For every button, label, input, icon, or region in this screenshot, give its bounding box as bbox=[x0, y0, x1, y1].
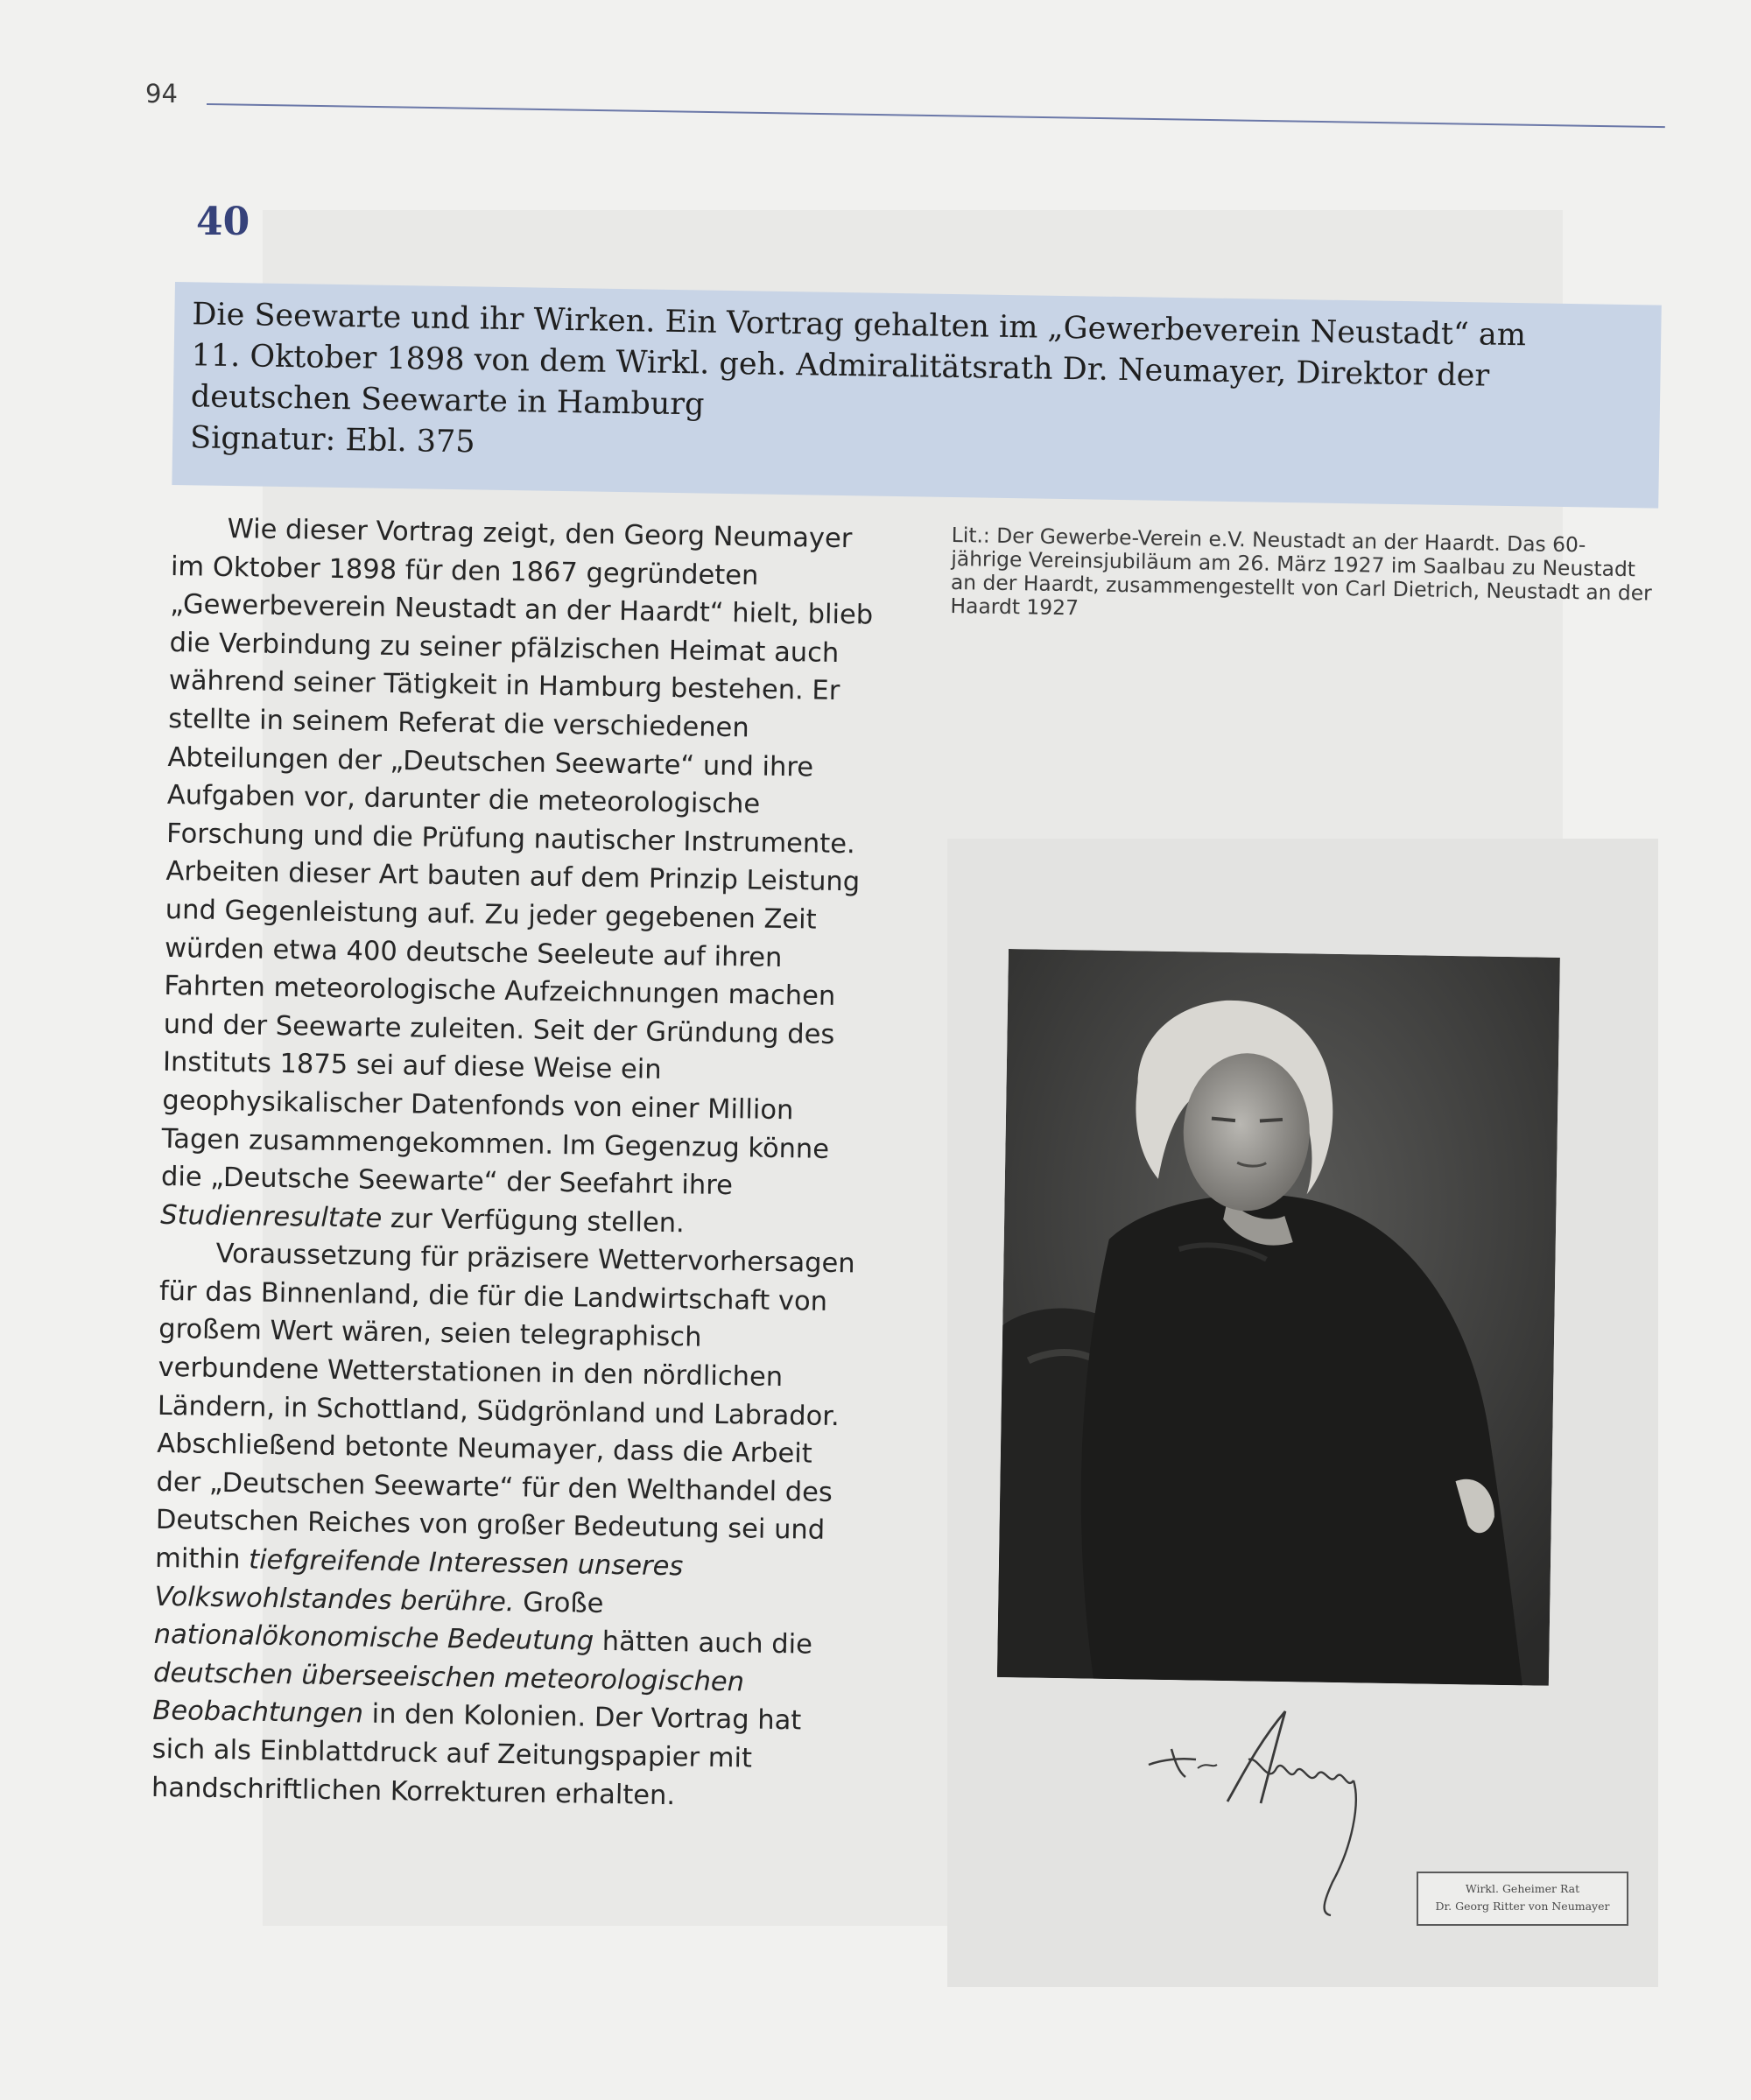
literature-note: Lit.: Der Gewerbe-Verein e.V. Neustadt an der Haardt. Das 60-jährige Vereinsjubiläum am 26. März 1927 im Saalbau zu Neustadt an der Haardt, zusammengestellt von Carl Dietrich, Neustadt an der Haardt 1927 bbox=[950, 523, 1652, 621]
body-text: Große bbox=[514, 1586, 604, 1619]
header-rule bbox=[207, 103, 1665, 128]
portrait-photo bbox=[997, 949, 1560, 1686]
body-italic: tiefgreifende Interessen unseres Volkswohlstandes berühre. bbox=[154, 1544, 684, 1618]
body-text: hätten auch die bbox=[593, 1626, 813, 1661]
entry-signature: Signatur: Ebl. 375 bbox=[189, 420, 475, 460]
photo-caption bbox=[1417, 1872, 1628, 1926]
caption-line: Wirkl. Geheimer Rat bbox=[1465, 1882, 1580, 1895]
body-paragraph bbox=[160, 509, 877, 1246]
body-paragraph bbox=[151, 1234, 866, 1817]
body-text: in den Kolonien. Der Vortrag hat sich als Einblattdruck auf Zeitungspapier mit handschriftlichen Korrekturen erhalten. bbox=[151, 1699, 802, 1811]
caption-line: Dr. Georg Ritter von Neumayer bbox=[1435, 1900, 1610, 1913]
body-text: Voraussetzung für präzisere Wettervorhersagen für das Binnenland, die für die Landwirtschaft von großem Wert wären, seien telegraphisch verbundene Wetterstationen in den nördlichen Ländern, in Schottland, Südgrönland und Labrador. Abschließend betonte Neumayer, dass die Arbeit der „Deutschen Seewarte“ für den Welthandel des Deutschen Reiches von großer Bedeutung sei und mithin bbox=[154, 1239, 855, 1576]
body-italic: Studienresultate bbox=[160, 1199, 383, 1234]
body-text: Wie dieser Vortrag zeigt, den Georg Neumayer im Oktober 1898 für den 1867 gegründeten „Gewerbeverein Neustadt an der Haardt“ hielt, blieb die Verbindung zu seiner pfälzischen Heimat auch während seiner Tätigkeit in Hamburg bestehen. Er stellte in seinem Referat die verschiedenen Abteilungen der „Deutschen Seewarte“ und ihre Aufgaben vor, darunter die meteorologische Forschung und die Prüfung nautischer Instrumente. Arbeiten dieser Art bauten auf dem Prinzip Leistung und Gegenleistung auf. Zu jeder gegebenen Zeit würden etwa 400 deutsche Seeleute auf ihren Fahrten meteorologische Aufzeichnungen machen und der Seewarte zuleiten. Seit der Gründung des Instituts 1875 sei auf diese Weise ein geophysikalischer Datenfonds von einer Million Tagen zusammengekommen. Im Gegenzug könne die „Deutsche Seewarte“ der Seefahrt ihre bbox=[160, 514, 874, 1202]
entry-number: 40 bbox=[196, 200, 250, 244]
body-italic: nationalökonomische Bedeutung bbox=[153, 1619, 594, 1657]
entry-title: Die Seewarte und ihr Wirken. Ein Vortrag gehalten im „Gewerbeverein Neustadt“ am 11. Oktober 1898 von dem Wirkl. geh. Admiralitätsrath Dr. Neumayer, Direktor der deutschen Seewarte in Hamburg bbox=[190, 297, 1527, 423]
title-box bbox=[172, 282, 1661, 509]
body-italic: deutschen überseeischen meteorologischen Beobachtungen bbox=[152, 1657, 745, 1731]
body-column bbox=[151, 509, 877, 1818]
handwritten-signature bbox=[1145, 1707, 1399, 1917]
body-text: zur Verfügung stellen. bbox=[381, 1203, 686, 1239]
page-number: 94 bbox=[145, 79, 178, 109]
